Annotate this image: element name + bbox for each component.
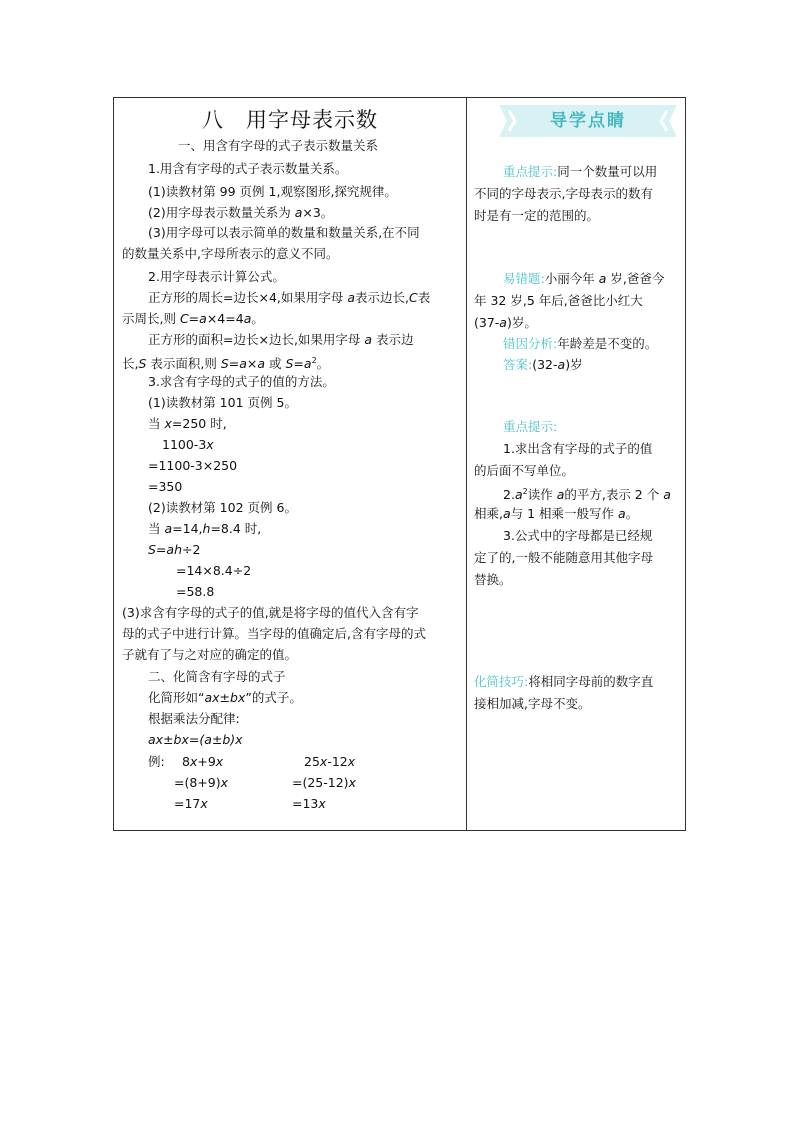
example1-line3: =17x bbox=[174, 796, 208, 811]
point1-c-line2: 的数量关系中,字母所表示的意义不同。 bbox=[122, 246, 339, 261]
key2-line7: 替换。 bbox=[474, 572, 512, 587]
key2-line3: $2.a^2$读作 a的平方,表示 2 个 a bbox=[503, 487, 671, 503]
key1-line3: 时是有一定的范围的。 bbox=[474, 208, 600, 223]
example1-line1: 8x+9x bbox=[182, 754, 224, 769]
section2-rule: ax±bx=(a±b)x bbox=[148, 732, 243, 747]
key2-label: 重点提示: bbox=[503, 419, 558, 434]
section1-title: 一、用含有字母的式子表示数量关系 bbox=[178, 138, 379, 153]
key1-line2: 不同的字母表示,字母表示的数有 bbox=[474, 186, 653, 201]
point1-title: 1.用含有字母的式子表示数量关系。 bbox=[148, 161, 348, 176]
tip-line2: 接相加减,字母不变。 bbox=[474, 696, 591, 711]
error-line1: 易错题:小丽今年 a 岁,爸爸今 bbox=[503, 271, 665, 286]
example1-line2: =(8+9)x bbox=[174, 775, 229, 790]
key1-line1: 重点提示:同一个数量可以用 bbox=[503, 164, 658, 179]
key2-line6: 定了的,一般不能随意用其他字母 bbox=[474, 550, 653, 565]
error-cause: 错因分析:年龄差是不变的。 bbox=[503, 336, 658, 351]
point3-c-line1: (3)求含有字母的式子的值,就是将字母的值代入含有字 bbox=[122, 605, 419, 620]
key2-line5: 3.公式中的字母都是已经规 bbox=[503, 528, 653, 543]
key2-line1: 1.求出含有字母的式子的值 bbox=[503, 441, 653, 456]
main-column bbox=[114, 98, 466, 830]
error-line2: 年 32 岁,5 年后,爸爸比小红大 bbox=[474, 293, 643, 308]
page-title: 八 用字母表示数 bbox=[202, 108, 378, 132]
point3-b-expr1: S=ah÷2 bbox=[148, 542, 201, 557]
example2-line1: 25x-12x bbox=[304, 754, 356, 769]
key2-line4: 相乘,a与 1 相乘一般写作 a。 bbox=[474, 506, 639, 521]
tip-line1: 化简技巧:将相同字母前的数字直 bbox=[474, 674, 654, 689]
point3-title: 3.求含有字母的式子的值的方法。 bbox=[148, 374, 335, 389]
section2-title: 二、化简含有字母的式子 bbox=[148, 669, 286, 684]
error-answer: 答案:(32-a)岁 bbox=[503, 357, 583, 372]
example-label: 例: bbox=[148, 754, 165, 769]
point3-c-line2: 母的式子中进行计算。当字母的值确定后,含有字母的式 bbox=[122, 626, 426, 641]
point1-c-line1: (3)用字母可以表示简单的数量和数量关系,在不同 bbox=[148, 225, 420, 240]
example2-line3: =13x bbox=[292, 796, 326, 811]
point3-a-expr1: 1100-3x bbox=[162, 437, 214, 452]
point3-b: (2)读教材第 102 页例 6。 bbox=[148, 500, 297, 515]
point1-a: (1)读教材第 99 页例 1,观察图形,探究规律。 bbox=[148, 184, 397, 199]
point3-a: (1)读教材第 101 页例 5。 bbox=[148, 395, 297, 410]
banner-title: 导学点睛 bbox=[550, 111, 626, 131]
point2-b-line2: 长,S 表示面积,则 S=a×a 或 $S=a^2$。 bbox=[122, 356, 330, 372]
point3-c-line3: 子就有了与之对应的确定的值。 bbox=[122, 647, 298, 662]
point2-b-line1: 正方形的面积=边长×边长,如果用字母 a 表示边 bbox=[148, 332, 414, 347]
point2-title: 2.用字母表示计算公式。 bbox=[148, 269, 285, 284]
example2-line2: =(25-12)x bbox=[292, 775, 356, 790]
point1-b: (2)用字母表示数量关系为 a×3。 bbox=[148, 205, 334, 220]
point2-a-line1: 正方形的周长=边长×4,如果用字母 a表示边长,C表 bbox=[148, 290, 431, 305]
point3-a-expr3: =350 bbox=[148, 479, 183, 494]
sidebar-notes bbox=[467, 98, 686, 830]
point3-a-when: 当 x=250 时, bbox=[148, 416, 227, 431]
point3-b-expr2: =14×8.4÷2 bbox=[176, 563, 252, 578]
point2-a-line2: 示周长,则 C=a×4=4a。 bbox=[122, 311, 264, 326]
point3-a-expr2: =1100-3×250 bbox=[148, 458, 238, 473]
error-line3: (37-a)岁。 bbox=[474, 315, 537, 330]
point3-b-expr3: =58.8 bbox=[176, 584, 215, 599]
document-table bbox=[113, 97, 686, 831]
section2-b: 根据乘法分配律: bbox=[148, 711, 240, 726]
point3-b-when: 当 a=14,h=8.4 时, bbox=[148, 521, 262, 536]
section2-a: 化简形如“ax±bx”的式子。 bbox=[148, 690, 302, 705]
key2-line2: 的后面不写单位。 bbox=[474, 463, 575, 478]
